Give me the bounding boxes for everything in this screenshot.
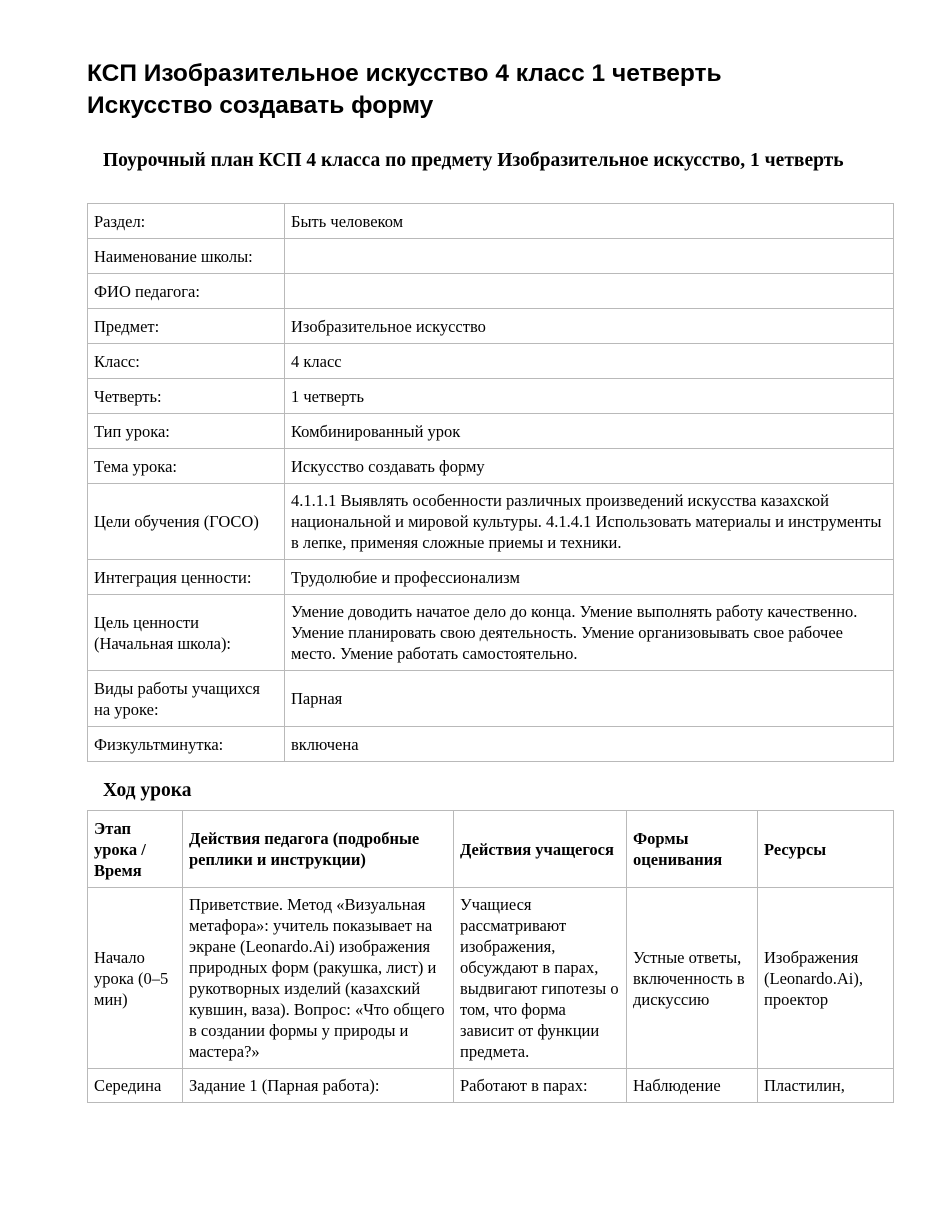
table-row	[88, 204, 894, 239]
row-value: Парная	[285, 671, 894, 727]
lesson-table	[87, 810, 894, 1103]
row-value: Комбинированный урок	[285, 414, 894, 449]
row-label: ФИО педагога:	[88, 274, 285, 309]
row-value: 4 класс	[285, 344, 894, 379]
table-row	[88, 484, 894, 560]
document-title	[87, 58, 877, 122]
row-label: Физкультминутка:	[88, 727, 285, 762]
row-value: Быть человеком	[285, 204, 894, 239]
row-label: Класс:	[88, 344, 285, 379]
cell-resources: Изображения (Leonardo.Ai), проектор	[758, 888, 894, 1069]
cell-resources: Пластилин,	[758, 1069, 894, 1103]
row-label: Виды работы учащихся на уроке:	[88, 671, 285, 727]
cell-student-actions: Учащиеся рассматривают изображения, обсуждают в парах, выдвигают гипотезы о том, что форма зависит от функции предмета.	[454, 888, 627, 1069]
table-row	[88, 274, 894, 309]
table-row	[88, 379, 894, 414]
table-row	[88, 449, 894, 484]
table-row	[88, 888, 894, 1069]
row-label: Раздел:	[88, 204, 285, 239]
row-value: включена	[285, 727, 894, 762]
column-header-teacher-actions: Действия педагога (подробные реплики и инструкции)	[183, 811, 454, 888]
row-value	[285, 239, 894, 274]
table-row	[88, 414, 894, 449]
lesson-heading: Ход урока	[103, 780, 192, 801]
row-label: Тип урока:	[88, 414, 285, 449]
table-row	[88, 1069, 894, 1103]
row-value	[285, 274, 894, 309]
row-value: 4.1.1.1 Выявлять особенности различных произведений искусства казахской национальной и мировой культуры. 4.1.4.1 Использовать материалы и инструменты в лепке, применяя сложные приемы и техники.	[285, 484, 894, 560]
plan-heading: Поурочный план КСП 4 класса по предмету Изобразительное искусство, 1 четверть	[103, 150, 844, 171]
table-row	[88, 595, 894, 671]
cell-assessment: Устные ответы, включенность в дискуссию	[627, 888, 758, 1069]
column-header-student-actions: Действия учащегося	[454, 811, 627, 888]
table-row	[88, 309, 894, 344]
row-label: Цели обучения (ГОСО)	[88, 484, 285, 560]
row-label: Предмет:	[88, 309, 285, 344]
row-value: Искусство создавать форму	[285, 449, 894, 484]
table-header-row	[88, 811, 894, 888]
column-header-stage: Этап урока / Время	[88, 811, 183, 888]
table-row	[88, 727, 894, 762]
row-value: Трудолюбие и профессионализм	[285, 560, 894, 595]
cell-stage: Начало урока (0–5 мин)	[88, 888, 183, 1069]
table-row	[88, 344, 894, 379]
table-row	[88, 560, 894, 595]
row-value: Изобразительное искусство	[285, 309, 894, 344]
row-label: Четверть:	[88, 379, 285, 414]
cell-teacher-actions: Приветствие. Метод «Визуальная метафора»: учитель показывает на экране (Leonardo.Ai) изображения природных форм (ракушка, лист) и рукотворных изделий (казахский кувшин, ваза). Вопрос: «Что общего в создании формы у природы и мастера?»	[183, 888, 454, 1069]
row-label: Интеграция ценности:	[88, 560, 285, 595]
plan-info-table	[87, 203, 894, 762]
column-header-resources: Ресурсы	[758, 811, 894, 888]
row-label: Наименование школы:	[88, 239, 285, 274]
cell-assessment: Наблюдение	[627, 1069, 758, 1103]
cell-stage: Середина	[88, 1069, 183, 1103]
row-label: Тема урока:	[88, 449, 285, 484]
row-value: 1 четверть	[285, 379, 894, 414]
document-title-line-2: Искусство создавать форму	[87, 92, 434, 119]
document-title-line-1: КСП Изобразительное искусство 4 класс 1 четверть	[87, 60, 722, 87]
column-header-assessment: Формы оценивания	[627, 811, 758, 888]
cell-teacher-actions: Задание 1 (Парная работа):	[183, 1069, 454, 1103]
row-value: Умение доводить начатое дело до конца. Умение выполнять работу качественно. Умение планировать свою деятельность. Умение организовывать свое рабочее место. Умение работать самостоятельно.	[285, 595, 894, 671]
table-row	[88, 239, 894, 274]
cell-student-actions: Работают в парах:	[454, 1069, 627, 1103]
row-label: Цель ценности (Начальная школа):	[88, 595, 285, 671]
table-row	[88, 671, 894, 727]
